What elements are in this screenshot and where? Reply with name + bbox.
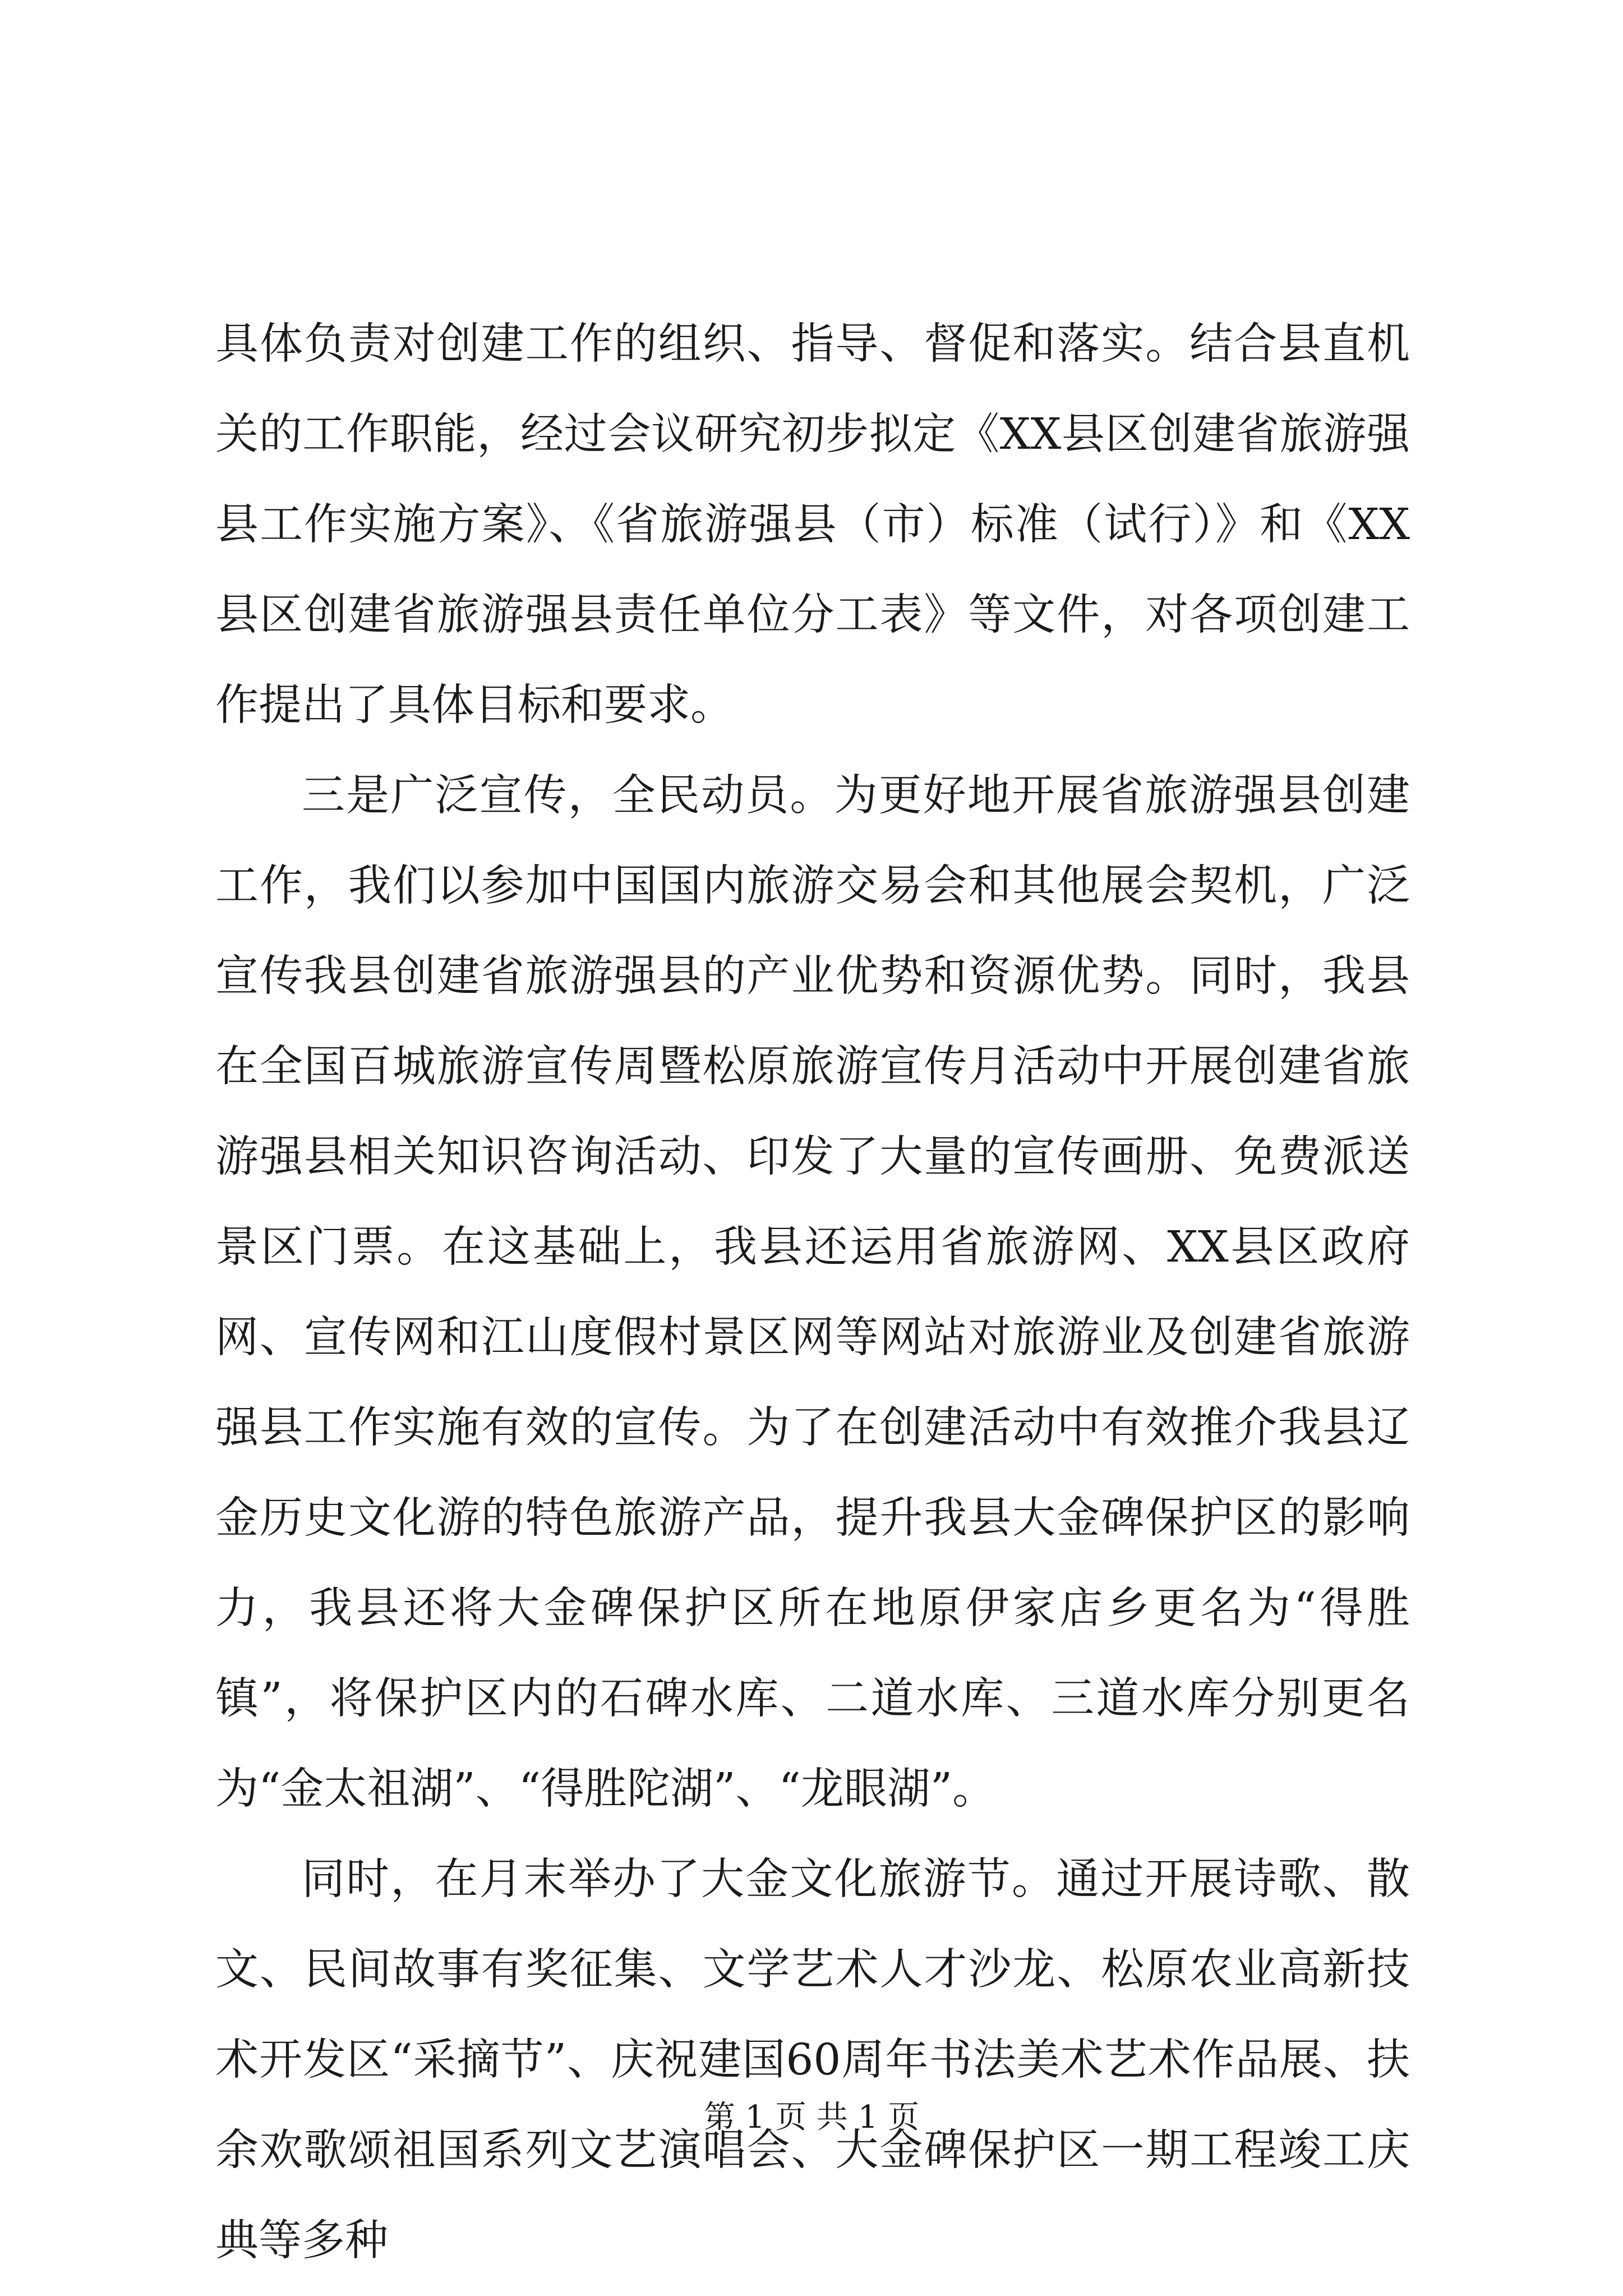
page-number-footer: 第 1 页 共 1 页 <box>703 2099 920 2136</box>
paragraph-2: 三是广泛宣传，全民动员。为更好地开展省旅游强县创建工作，我们以参加中国国内旅游交易会和其他展会契机，广泛宣传我县创建省旅游强县的产业优势和资源优势。同时，我县在全国百城旅游宣传周暨松原旅游宣传月活动中开展创建省旅游强县相关知识咨询活动、印发了大量的宣传画册、免费派送景区门票。在这基础上，我县还运用省旅游网、XX县区政府网、宣传网和江山度假村景区网等网站对旅游业及创建省旅游强县工作实施有效的宣传。为了在创建活动中有效推介我县辽金历史文化游的特色旅游产品，提升我县大金碑保护区的影响力，我县还将大金碑保护区所在地原伊家店乡更名为“得胜镇”，将保护区内的石碑水库、二道水库、三道水库分别更名为“金太祖湖”、“得胜陀湖”、“龙眼湖”。 <box>215 771 1410 1814</box>
paragraph-1: 具体负责对创建工作的组织、指导、督促和落实。结合县直机关的工作职能，经过会议研究初步拟定《XX县区创建省旅游强县工作实施方案》、《省旅游强县（市）标准（试行）》和《XX县区创建省旅游强县责任单位分工表》等文件，对各项创建工作提出了具体目标和要求。 <box>215 319 1410 730</box>
body-text <box>215 299 1410 2286</box>
paragraph-3: 同时，在月末举办了大金文化旅游节。通过开展诗歌、散文、民间故事有奖征集、文学艺术人才沙龙、松原农业高新技术开发区“采摘节”、庆祝建国60周年书法美术艺术作品展、扶余欢歌颂祖国系列文艺演唱会、大金碑保护区一期工程竣工庆典等多种 <box>215 1855 1410 2266</box>
